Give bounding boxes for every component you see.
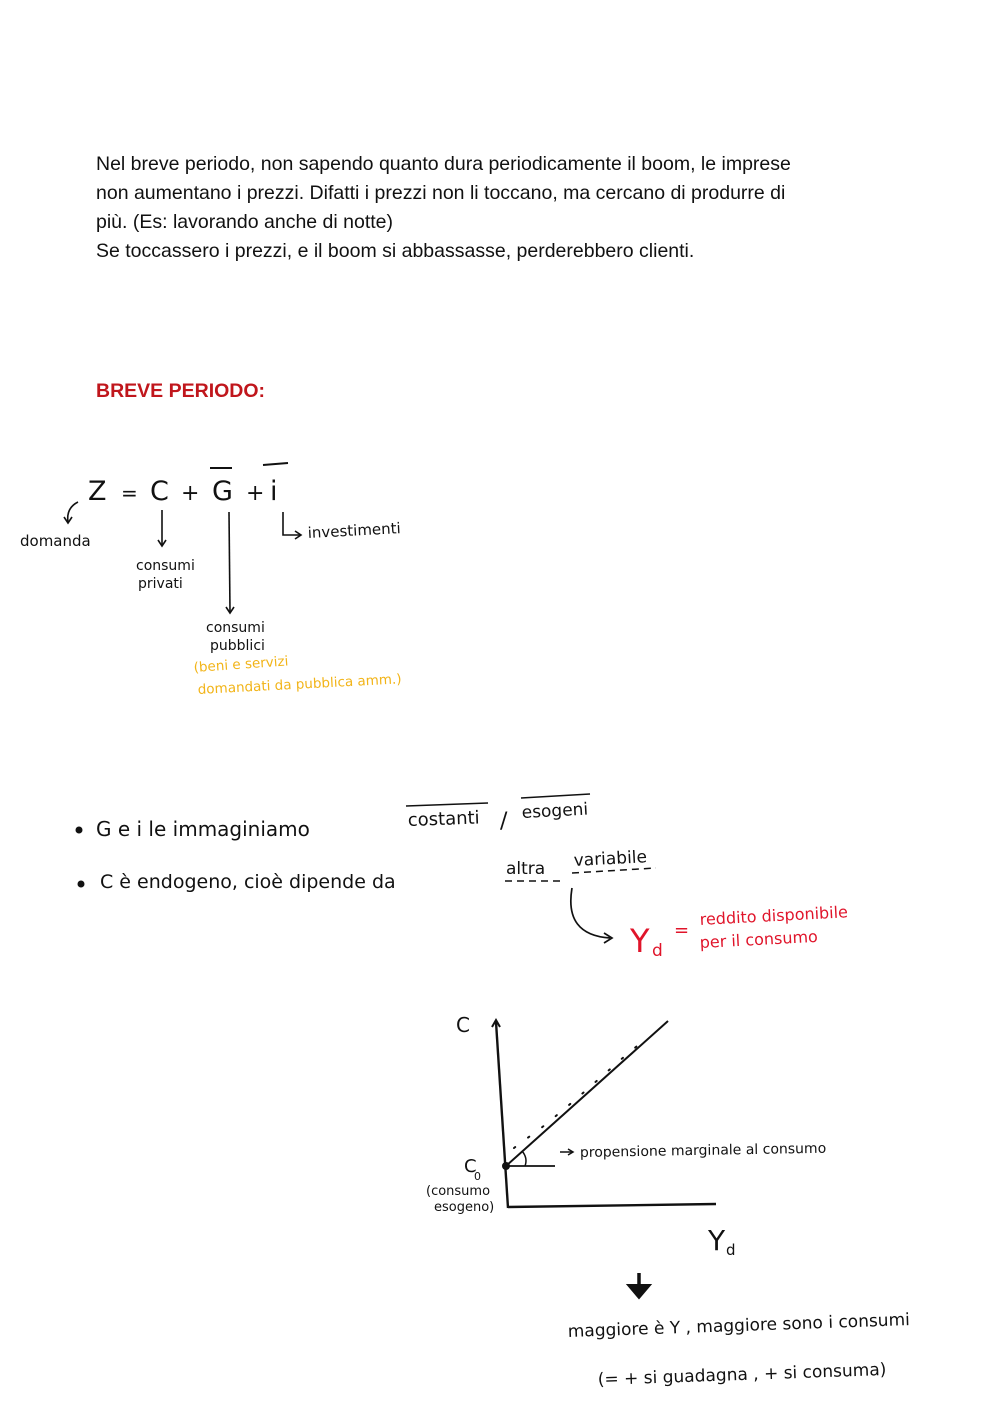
consumption-graph: [426, 1013, 826, 1259]
yd-definition-2: per il consumo: [699, 926, 819, 952]
eq-g: G: [212, 476, 233, 507]
paragraph-line: non aumentano i prezzi. Difatti i prezzi non li toccano, ma cercano di produrre di: [96, 182, 786, 204]
yd-subscript: d: [652, 941, 663, 961]
paragraph-line: Se toccassero i prezzi, e il boom si abbassasse, perderebbero clienti.: [96, 240, 695, 262]
x-axis: [508, 1204, 716, 1207]
label-consumi-privati-1: consumi: [136, 558, 195, 574]
note-beni-servizi: (beni e servizi: [193, 653, 289, 676]
eq-i: i: [270, 476, 278, 507]
arrow-investimenti: [283, 512, 300, 535]
i-bar: [263, 463, 288, 465]
arrow-pubblici: [229, 512, 230, 612]
y-axis-label: C: [456, 1013, 470, 1037]
c0-subscript: 0: [474, 1170, 481, 1183]
down-arrow-icon: [628, 1285, 650, 1298]
label-consumi-pubblici-1: consumi: [206, 620, 265, 636]
bullets: [76, 794, 849, 961]
y-axis: [496, 1022, 508, 1208]
label-investimenti: investimenti: [307, 519, 402, 542]
eq-z: Z: [88, 476, 107, 507]
conclusion-line-2: (= + si guadagna , + si consuma): [597, 1359, 887, 1390]
eq-plus-1: +: [181, 481, 200, 506]
equation: [20, 463, 402, 698]
bullet-1-costanti: costanti: [407, 807, 480, 831]
dotted-line: [514, 1037, 648, 1148]
section-heading: BREVE PERIODO:: [96, 380, 266, 402]
label-domanda: domanda: [20, 532, 91, 550]
bullet-2-altra: altra: [506, 859, 546, 879]
eq-equals: =: [121, 481, 138, 505]
bullet-1-sep: /: [500, 809, 508, 834]
yd-equals: =: [674, 920, 690, 941]
bullet-1-text: G e i le immaginiamo: [96, 817, 310, 841]
c0-note-2: esogeno): [434, 1200, 495, 1215]
eq-c: C: [150, 476, 169, 507]
label-consumi-privati-2: privati: [138, 576, 183, 592]
bullet-dot: [78, 881, 85, 888]
c0-note-1: (consumo: [426, 1184, 491, 1199]
paragraph-line: Nel breve periodo, non sapendo quanto dura periodicamente il boom, le imprese: [96, 153, 791, 175]
x-axis-label: Y: [708, 1224, 726, 1257]
arrow-to-yd: [571, 888, 610, 938]
label-consumi-pubblici-2: pubblici: [210, 638, 265, 654]
c0-label: C: [464, 1156, 477, 1177]
bullet-dot: [76, 827, 83, 834]
bullet-2-variabile: variabile: [573, 847, 648, 871]
paragraph-line: più. (Es: lavorando anche di notte): [96, 211, 394, 233]
slope-angle: [522, 1151, 526, 1166]
yd-symbol: Y: [630, 922, 650, 960]
note-domandati: domandati da pubblica amm.): [197, 671, 402, 698]
conclusion-line-1: maggiore è Y , maggiore sono i consumi: [567, 1310, 911, 1342]
eq-plus-2: +: [246, 481, 265, 506]
propensione-label: propensione marginale al consumo: [579, 1140, 827, 1161]
conclusion: [567, 1273, 910, 1390]
overline: [406, 803, 488, 806]
arrow-domanda: [68, 502, 78, 522]
overline: [521, 794, 590, 798]
c0-point: [502, 1162, 510, 1170]
bullet-1-esogeni: esogeni: [521, 799, 589, 823]
x-axis-subscript: d: [726, 1241, 736, 1259]
bullet-2-text: C è endogeno, cioè dipende da: [100, 871, 396, 893]
yd-definition-1: reddito disponibile: [699, 902, 849, 929]
